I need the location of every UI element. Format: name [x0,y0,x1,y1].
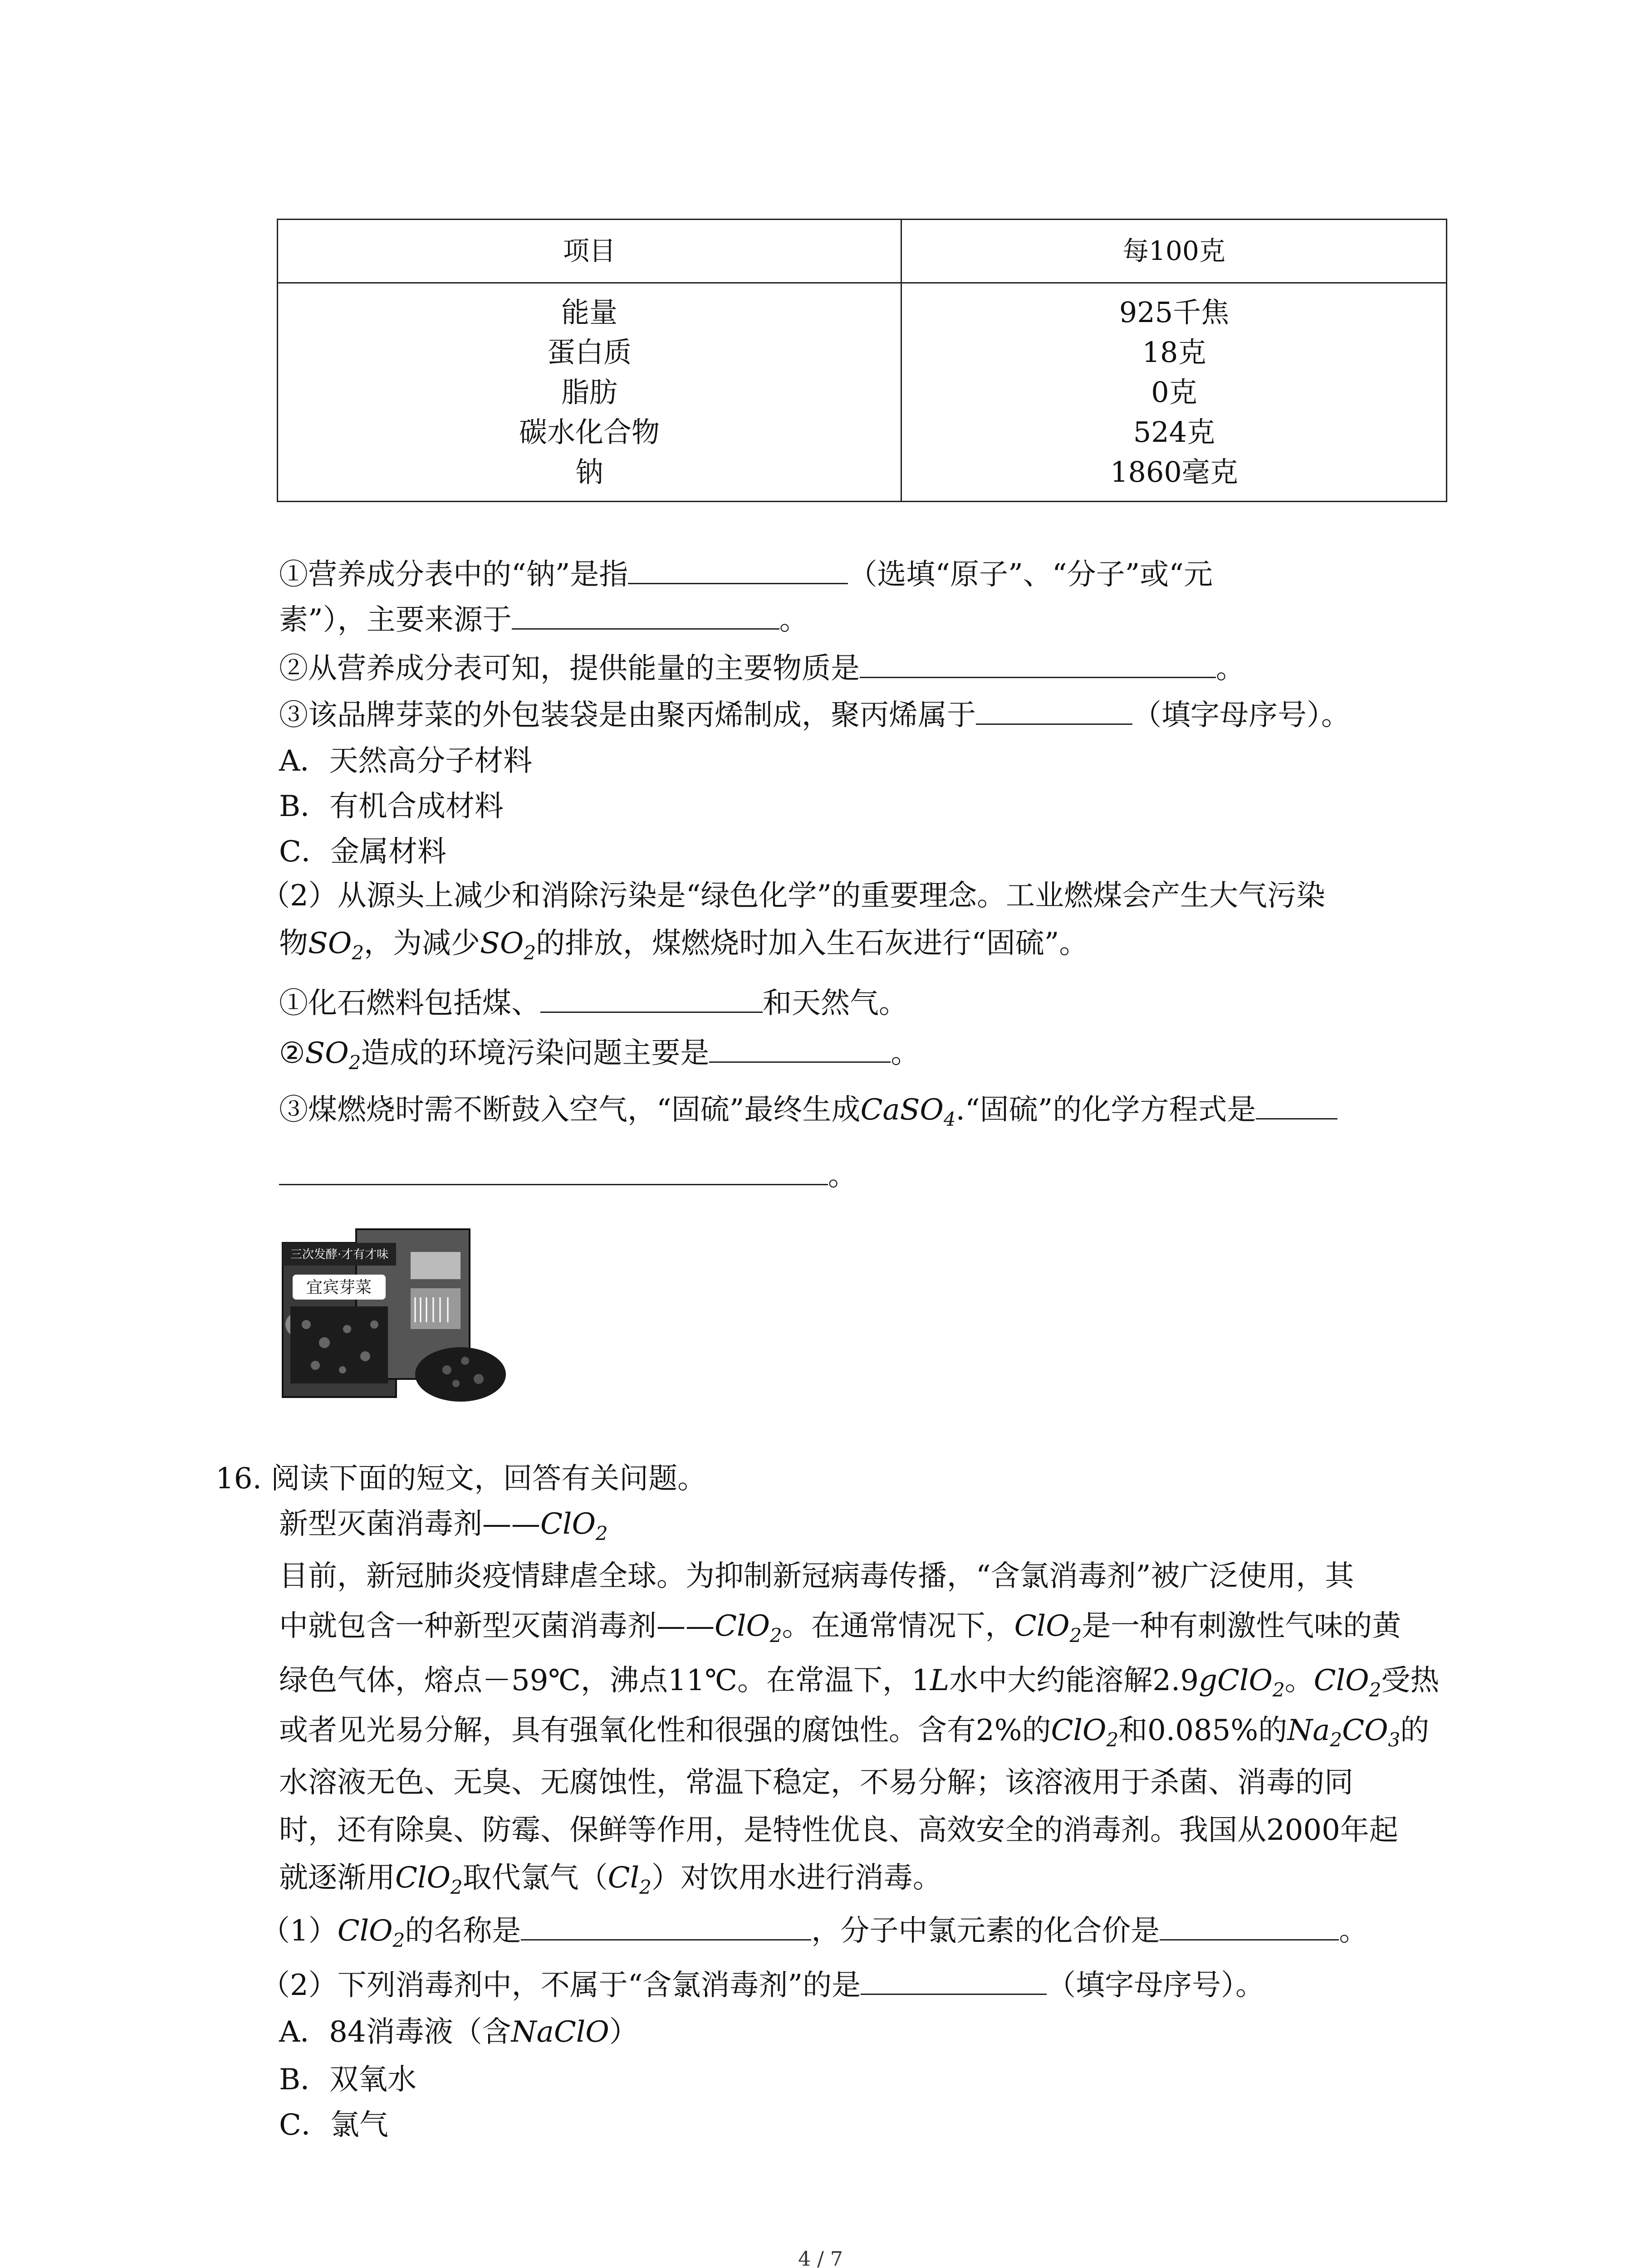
answer-blank[interactable] [976,696,1132,725]
option-c: C．氯气 [279,2108,388,2142]
table-cell: 1860毫克 [1110,455,1238,489]
table-row-divider [278,282,1446,284]
option-a: A．84消毒液（含NaClO） [279,2015,638,2049]
table-cell: 能量 [561,296,617,329]
answer-blank[interactable] [512,601,779,630]
question-16-header: 16. 阅读下面的短文，回答有关问题。 [216,1462,707,1496]
table-cell: 18克 [1142,336,1206,369]
table-cell: 脂肪 [561,376,617,409]
table-header-per100g: 每100克 [1122,235,1225,266]
table-cell: 碳水化合物 [519,415,660,449]
article-line: 目前，新冠肺炎疫情肆虐全球。为抑制新冠病毒传播，“含氯消毒剂”被广泛使用，其 [279,1559,1354,1593]
article-line: 就逐渐用ClO$_2$取代氯气$(Cl_2)$对饮用水进行消毒。 [279,1861,942,1898]
answer-blank[interactable] [628,556,848,584]
package-name-text: 宜宾芽菜 [306,1278,372,1297]
question-line: （2）从源头上减少和消除污染是“绿色化学”的重要理念。工业燃煤会产生大气污染 [261,879,1326,913]
product-package-image [279,1225,508,1406]
table-cell: 925千焦 [1119,296,1230,329]
answer-blank[interactable] [279,1157,828,1185]
question-line: （2）下列消毒剂中，不属于“含氯消毒剂”的是 （填字母序号）。 [261,1966,1264,2004]
option-b: B．双氧水 [279,2063,417,2097]
option-c: C．金属材料 [279,835,446,869]
question-line: ①营养成分表中的“钠”是指 （选填“原子”、“分子”或“元 [279,556,1213,593]
question-line: $②SO_2$造成的环境污染问题主要是 。 [279,1034,920,1071]
table-column-items [278,293,901,492]
article-line: 绿色气体，熔点－59℃，沸点11℃。在常温下，1L水中大约能溶解2.9gClO$_2$。ClO$_2$受热 [279,1664,1440,1701]
answer-blank[interactable] [540,984,763,1013]
question-line: ①化石燃料包括煤、 和天然气。 [279,984,908,1022]
table-cell: 0克 [1151,376,1197,409]
table-cell: 蛋白质 [547,336,632,369]
question-line: ③煤燃烧时需不断鼓入空气，“固硫”最终生成CaSO$_4$.“固硫”的化学方程式是 [279,1091,1337,1128]
answer-blank[interactable] [521,1912,811,1941]
answer-blank[interactable] [709,1034,891,1063]
question-line: 。 [279,1157,857,1194]
table-column-values [902,293,1446,492]
package-banner-text: 三次发酵·才有才味 [290,1248,389,1261]
article-line: 时，还有除臭、防霉、保鲜等作用，是特性优良、高效安全的消毒剂。我国从2000年起 [279,1813,1398,1847]
option-a: A．天然高分子材料 [279,744,533,778]
article-line: 水溶液无色、无臭、无腐蚀性，常温下稳定，不易分解；该溶液用于杀菌、消毒的同 [279,1766,1353,1799]
article-line: 中就包含一种新型灭菌消毒剂——ClO$_2$。在通常情况下，ClO$_2$是一种有刺激性气味的黄 [279,1609,1401,1647]
table-cell: 524克 [1133,415,1215,449]
answer-blank[interactable] [1256,1091,1337,1119]
question-line: ②从营养成分表可知，提供能量的主要物质是 。 [279,650,1245,687]
question-line: 素”），主要来源于 。 [279,601,808,638]
page-number: 4 / 7 [798,2248,843,2268]
article-line: 或者见光易分解，具有强氧化性和很强的腐蚀性。含有2%的ClO$_2$和0.085%的$Na_2CO_3$的 [279,1714,1430,1751]
option-b: B．有机合成材料 [279,790,504,823]
answer-blank[interactable] [1160,1912,1339,1941]
question-line: （1）ClO$_2$的名称是 ，分子中氯元素的化合价是 。 [261,1912,1368,1949]
question-line: 物$SO_2$，为减少$SO_2$的排放，煤燃烧时加入生石灰进行“固硫”。 [279,927,1088,964]
answer-blank[interactable] [861,1966,1047,1995]
table-cell: 钠 [575,455,603,489]
table-header-item: 项目 [563,235,616,266]
article-title: 新型灭菌消毒剂——ClO$_2$ [279,1507,608,1545]
question-line: ③该品牌芽菜的外包装袋是由聚丙烯制成，聚丙烯属于 （填字母序号）。 [279,696,1350,733]
answer-blank[interactable] [860,650,1216,678]
nutrition-table [277,219,1447,502]
